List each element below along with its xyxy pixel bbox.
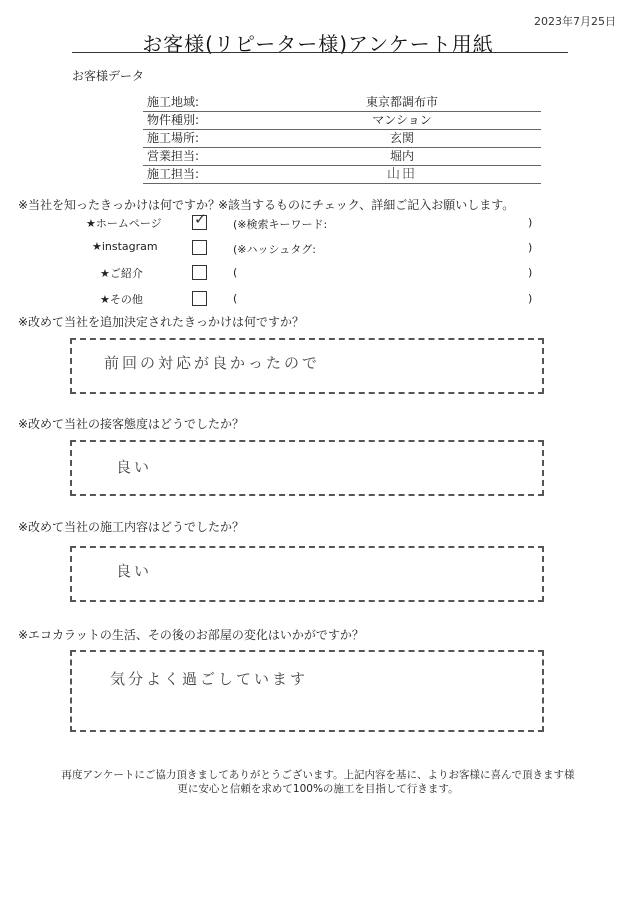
- paren-close-referral: ): [528, 266, 533, 279]
- footer-line-1: 再度アンケートにご協力頂きましてありがとうございます。上記内容を基に、よりお客様に喜んで頂きます様: [61, 769, 575, 781]
- answer-box-decision-reason[interactable]: [70, 338, 544, 394]
- checkmark-icon: ✓: [194, 210, 207, 228]
- option-label-instagram: ★instagram: [92, 240, 158, 253]
- checkbox-referral[interactable]: [192, 265, 207, 280]
- info-value-installer: 山田: [386, 167, 417, 182]
- info-label-area: 施工地域:: [147, 95, 200, 109]
- question-room-change: ※エコカラットの生活、その後のお部屋の変化はいかがですか？: [18, 628, 364, 642]
- paren-close-instagram: ): [528, 241, 533, 254]
- info-value-area: 東京都調布市: [365, 95, 438, 109]
- info-value-property-type: マンション: [372, 113, 432, 127]
- option-label-other: ★その他: [100, 293, 143, 306]
- form-title: お客様(リピーター様)アンケート用紙: [142, 32, 494, 56]
- note-search-keyword: (※検索キーワード:: [233, 218, 328, 231]
- option-label-homepage: ★ホームページ: [86, 217, 162, 230]
- info-row-location: [143, 129, 541, 148]
- info-label-location: 施工場所:: [147, 131, 200, 145]
- note-referral: (: [233, 266, 238, 279]
- option-label-referral: ★ご紹介: [100, 267, 143, 280]
- paren-close-homepage: ): [528, 216, 533, 229]
- answer-decision-reason: 前回の対応が良かったので: [104, 354, 321, 372]
- question-instruction: ※該当するものにチェック、詳細ご記入お願いします。: [218, 198, 515, 212]
- answer-box-installation-quality[interactable]: [70, 546, 544, 602]
- info-label-sales-rep: 営業担当:: [147, 149, 200, 163]
- checkbox-instagram[interactable]: [192, 240, 207, 255]
- answer-installation-quality: 良い: [116, 562, 153, 580]
- question-installation-quality: ※改めて当社の施工内容はどうでしたか？: [18, 520, 245, 534]
- info-label-installer: 施工担当:: [147, 167, 200, 181]
- info-row-installer: [143, 165, 541, 184]
- info-value-location: 玄関: [389, 131, 414, 145]
- question-how-found: ※当社を知ったきっかけは何ですか？: [18, 198, 221, 212]
- note-other: (: [233, 292, 238, 305]
- answer-box-room-change[interactable]: [70, 650, 544, 732]
- survey-date: 2023年7月25日: [534, 15, 616, 28]
- title-underline: [72, 52, 568, 53]
- footer-line-2: 更に安心と信頼を求めて100%の施工を目指して行きます。: [177, 783, 459, 795]
- question-customer-service: ※改めて当社の接客態度はどうでしたか？: [18, 417, 245, 431]
- paren-close-other: ): [528, 292, 533, 305]
- question-decision-reason: ※改めて当社を追加決定されたきっかけは何ですか？: [18, 315, 305, 329]
- checkbox-homepage[interactable]: [192, 210, 207, 230]
- answer-customer-service: 良い: [116, 458, 153, 476]
- checkbox-other[interactable]: [192, 291, 207, 306]
- info-row-area: [143, 93, 541, 112]
- note-hashtag: (※ハッシュタグ:: [233, 243, 316, 256]
- info-row-property-type: [143, 111, 541, 130]
- info-label-property-type: 物件種別:: [147, 113, 200, 127]
- info-value-sales-rep: 堀内: [389, 149, 414, 163]
- answer-box-customer-service[interactable]: [70, 440, 544, 496]
- answer-room-change: 気分よく過ごしています: [110, 670, 309, 688]
- customer-data-heading: お客様データ: [72, 69, 145, 83]
